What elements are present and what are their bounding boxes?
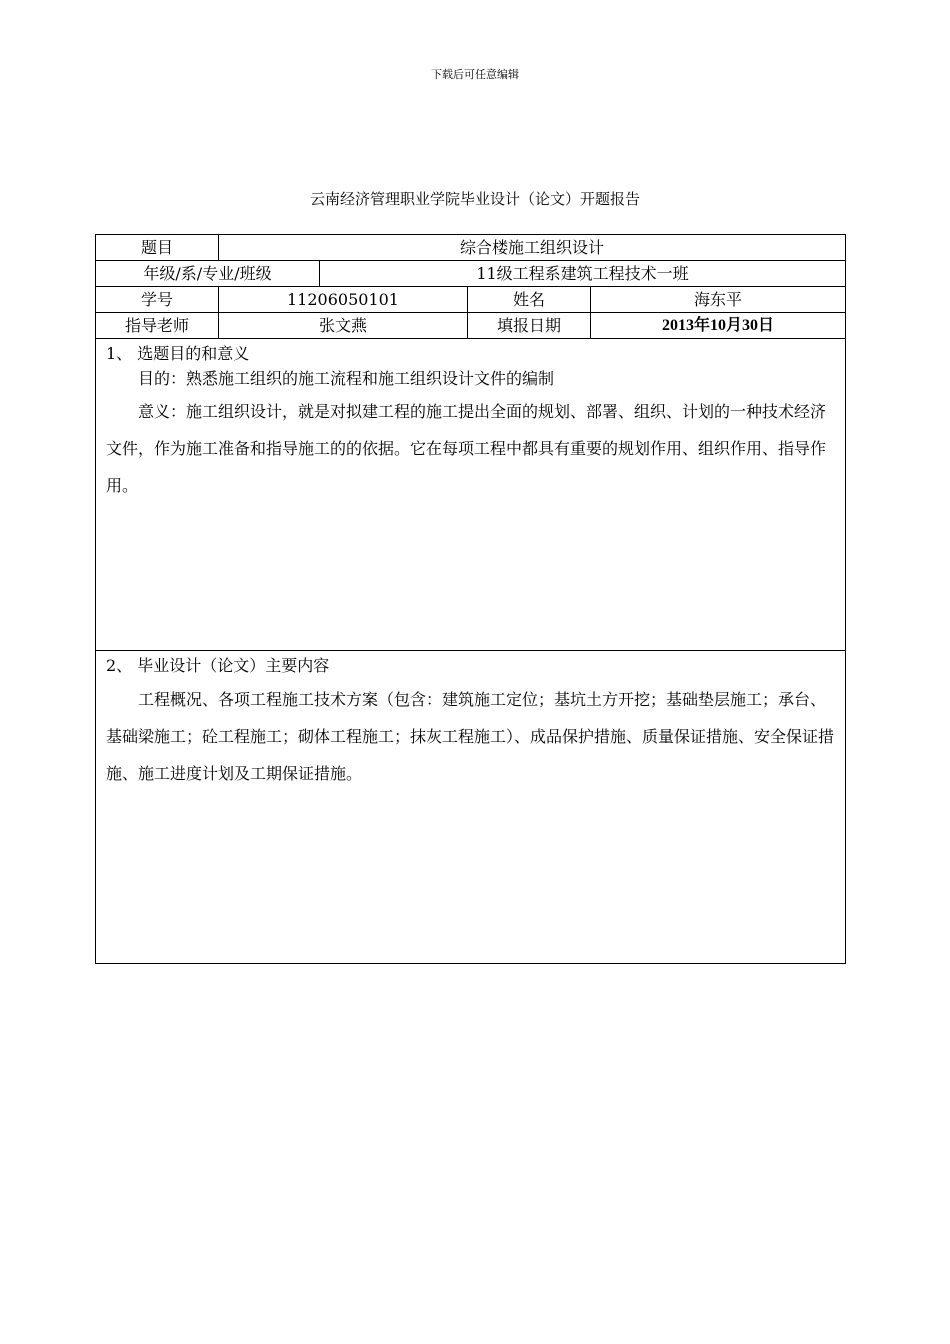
topic-row	[96, 235, 845, 261]
student-id-value: 11206050101	[219, 287, 468, 312]
advisor-row	[96, 313, 845, 339]
significance-paragraph: 意义：施工组织设计，就是对拟建工程的施工提出全面的规划、部署、组织、计划的一种技术经济文件，作为施工准备和指导施工的的依据。它在每项工程中都具有重要的规划作用、组织作用、指导作用。	[106, 402, 827, 495]
section1-heading: 1、 选题目的和意义	[106, 344, 250, 363]
section-purpose-significance	[96, 339, 845, 651]
name-value: 海东平	[693, 289, 742, 309]
section2-heading: 2、 毕业设计（论文）主要内容	[106, 656, 330, 675]
header-note: 下载后可任意编辑	[431, 68, 519, 81]
main-content-paragraph: 工程概况、各项工程施工技术方案（包含：建筑施工定位；基坑土方开挖；基础垫层施工；承台、基础梁施工；砼工程施工；砌体工程施工；抹灰工程施工）、成品保护措施、质量保证措施、安全保证措施、施工进度计划及工期保证措施。	[106, 690, 835, 783]
class-row	[96, 261, 845, 287]
report-form-table	[95, 234, 846, 964]
advisor-value: 张文燕	[219, 313, 468, 338]
student-row	[96, 287, 845, 313]
document-title: 云南经济管理职业学院毕业设计（论文）开题报告	[309, 190, 640, 208]
class-value: 11级工程系建筑工程技术一班	[476, 263, 689, 283]
student-id-label: 学号	[96, 287, 219, 312]
topic-label: 题目	[96, 235, 219, 260]
topic-value: 综合楼施工组织设计	[459, 237, 604, 257]
date-value: 2013年10月30日	[661, 316, 774, 334]
name-label: 姓名	[468, 287, 591, 312]
class-label: 年级/系/专业/班级	[96, 261, 320, 286]
section-main-content	[96, 651, 845, 963]
date-label: 填报日期	[468, 313, 591, 338]
advisor-label: 指导老师	[96, 313, 219, 338]
purpose-paragraph: 目的：熟悉施工组织的施工流程和施工组织设计文件的编制	[138, 369, 555, 388]
